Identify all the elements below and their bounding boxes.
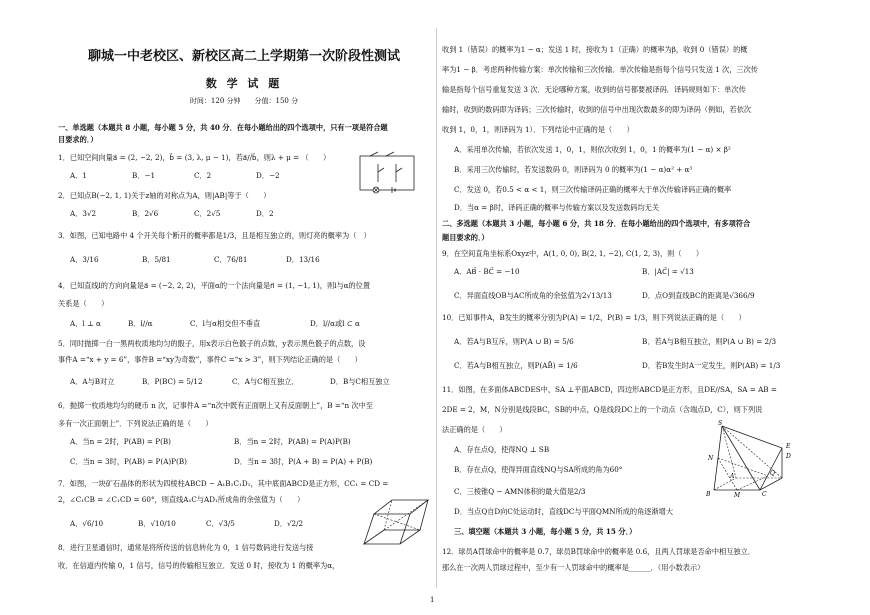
question-7: 7．如图，一块矿石晶体的形状为四棱柱ABCD − A₁B₁C₁D₁，其中底面ABCD是正方形，CC₁ = CD = bbox=[58, 479, 389, 488]
label-q: Q bbox=[770, 470, 775, 477]
question-8-text-2: 率为1 − β．考虑两种传输方案：单次传输和三次传输．单次传输是指每个信号只发送 1 次，三次传 bbox=[442, 65, 758, 74]
question-10-option-a: A．若A与B互斥，则P(A ∪ B) = 5/6 bbox=[454, 337, 574, 346]
label-n: N bbox=[708, 455, 714, 462]
question-7-options bbox=[70, 518, 360, 529]
question-5-cont: 事件A =“x + y = 6”，事件B =“xy为奇数”，事件C =“x > 3”，则下列结论正确的是（ ） bbox=[58, 355, 362, 364]
option: D．2 bbox=[256, 209, 274, 218]
section-1-heading-cont: 目要求的．） bbox=[58, 135, 98, 144]
question-6-option-a: A．当n = 2时，P(AB) = P(B) bbox=[70, 437, 171, 446]
option: B．P(BC) = 5/12 bbox=[142, 377, 203, 386]
option: A．√6/10 bbox=[70, 519, 104, 528]
question-8-text-5: 收到 1，0，1，则译码为 1）．下列结论中正确的是（ ） bbox=[442, 125, 634, 134]
question-8-option-a: A．采用单次传输，若依次发送 1，0，1，则依次收到 1，0，1 的概率为(1 − α) × β² bbox=[454, 145, 731, 154]
section-3-heading: 三、填空题（本题共 3 小题，每小题 5 分，共 15 分．） bbox=[454, 527, 637, 536]
option: C．√3/5 bbox=[206, 519, 235, 528]
question-9: 9．在空间直角坐标系Oxyz中，A(1, 0, 0), B(2, 1, −2), C(1, 2, 3)，则（ ） bbox=[442, 249, 704, 258]
question-1-options bbox=[70, 170, 360, 181]
question-8-option-c: C．发送 0，若0.5 < α < 1，则三次传输译码正确的概率大于单次传输译码正确的概率 bbox=[454, 185, 732, 194]
option: B．l//α bbox=[128, 319, 153, 328]
label-d: D bbox=[786, 453, 791, 460]
question-3: 3．如图，已知电路中 4 个开关每个断开的概率都是1/3，且是相互独立的，则灯亮的概率为（ ） bbox=[58, 231, 371, 240]
option: A．1 bbox=[70, 171, 87, 180]
question-10: 10．已知事件A，B发生的概率分别为P(A) = 1/2，P(B) = 1/3，则下列说法正确的是（ ） bbox=[442, 313, 746, 322]
question-10-option-d: D．若B发生时A一定发生，则P(AB) = 1/3 bbox=[642, 361, 781, 370]
label-m: M bbox=[734, 492, 741, 498]
question-11-option-d: D．当点Q自D向C处运动时，直线DC与平面QMN所成的角逐渐增大 bbox=[454, 507, 674, 516]
question-11: 11．如图，在多面体ABCDES中，SA ⊥平面ABCD，四边形ABCD是正方形，且DE//SA，SA = AB = bbox=[442, 385, 777, 394]
option: D．l//α或l ⊂ α bbox=[310, 319, 360, 328]
option: A．l ⊥ α bbox=[70, 319, 101, 328]
subject-title: 数 学 试 题 bbox=[205, 77, 283, 90]
question-11-option-c: C．三棱锥Q − AMN体积的最大值是2/3 bbox=[454, 487, 586, 496]
question-8-text-3: 输是指每个信号重复发送 3 次．无论哪种方案，收到的信号都要被译码．译码规则如下：单次传 bbox=[442, 85, 746, 94]
question-6-cont: 多有一次正面朝上”．下列说法正确的是（ ） bbox=[58, 419, 213, 428]
right-column bbox=[442, 0, 847, 615]
option: B．5/81 bbox=[142, 255, 171, 264]
question-4: 4．已知直线l的方向向量是a⃗ = (−2, 2, 2)，平面α的一个法向量是n⃗ = (1, −1, 1)，则l与α的位置 bbox=[58, 281, 371, 290]
circuit-figure bbox=[356, 150, 418, 196]
label-s: S bbox=[718, 420, 723, 427]
label-b: B bbox=[706, 491, 711, 498]
question-4-options bbox=[70, 318, 430, 329]
label-a: A bbox=[730, 473, 735, 480]
question-8: 8．进行卫星通信时，通常是将所传送的信息转化为 0，1 信号数码进行发送与接 bbox=[58, 543, 314, 552]
question-8-option-b: B．采用三次传输时，若发送数码 0，则译码为 0 的概率为(1 − α)α² + α³ bbox=[454, 165, 693, 174]
question-8-cont: 收．在信道内传输 0，1 信号，信号的传输相互独立．发送 0 时，接收为 1 的概率为α， bbox=[58, 561, 340, 570]
option: B．2√6 bbox=[132, 209, 159, 218]
option: C．l与α相交但不垂直 bbox=[190, 319, 261, 328]
question-9-option-b: B．|AC⃗| = √13 bbox=[642, 267, 694, 276]
prism-figure bbox=[360, 496, 430, 554]
question-2: 2．已知点B(−2, 1, 1)关于z轴的对称点为A，则|AB|等于（ ） bbox=[58, 191, 271, 200]
section-2-heading: 二、多选题（本题共 3 小题，每小题 6 分，共 18 分．在每小题给出的四个选项中，有多项符合 bbox=[442, 219, 751, 228]
question-6-option-d: D．当n = 3时，P(A + B) = P(A) + P(B) bbox=[234, 457, 373, 466]
option: B．√10/10 bbox=[138, 519, 176, 528]
label-c: C bbox=[762, 491, 767, 498]
question-7-cont: 2，∠C₁CB = ∠C₁CD = 60°，则直线A₁C与AD₁所成角的余弦值为（ ） bbox=[58, 495, 305, 504]
question-9-option-d: D．点O到直线BC的距离是√366/9 bbox=[642, 291, 755, 300]
question-9-option-c: C．异面直线OB与AC所成角的余弦值为2√13/13 bbox=[454, 291, 612, 300]
option: B．−1 bbox=[132, 171, 156, 180]
question-8-option-d: D．当α = β时，译码正确的概率与传输方案以及发送数码均无关 bbox=[454, 203, 660, 212]
question-10-option-c: C．若A与B相互独立，则P(AB̄) = 1/6 bbox=[454, 361, 578, 370]
page-number: 1 bbox=[430, 596, 435, 604]
question-5-options bbox=[70, 376, 430, 387]
option: C．2 bbox=[194, 171, 212, 180]
option: D．13/16 bbox=[286, 255, 320, 264]
polyhedron-figure bbox=[700, 418, 800, 498]
question-11-option-b: B．存在点Q，使得异面直线NQ与SA所成的角为60° bbox=[454, 465, 623, 474]
option: D．√2/2 bbox=[274, 519, 304, 528]
question-9-option-a: A．AB⃗ · BC⃗ = −10 bbox=[454, 267, 520, 276]
option: A．A与B对立 bbox=[70, 377, 115, 386]
question-1: 1．已知空间向量a⃗ = (2, −2, 2)，b⃗ = (3, λ, μ − 1)，若a⃗//b⃗，则λ + μ = （ ） bbox=[58, 153, 331, 162]
option: D．−2 bbox=[256, 171, 280, 180]
exam-title: 聊城一中老校区、新校区高二上学期第一次阶段性测试 bbox=[87, 49, 400, 64]
option: C．A与C相互独立． bbox=[232, 377, 299, 386]
question-12-cont: 那么在一次两人罚球过程中，至少有一人罚球命中的概率是______．（用小数表示） bbox=[442, 563, 705, 572]
question-12: 12．球员A罚球命中的概率是 0.7，球员B罚球命中的概率是 0.6，且两人罚球是否命中相互独立． bbox=[442, 547, 755, 556]
question-2-options bbox=[70, 208, 360, 219]
option: D．B与C相互独立 bbox=[330, 377, 390, 386]
question-4-cont: 关系是（ ） bbox=[58, 299, 109, 308]
question-11-option-a: A．存在点Q，使得NQ ⊥ SB bbox=[454, 445, 550, 454]
question-6: 6．抛掷一枚质地均匀的硬币 n 次，记事件A =“n次中既有正面朝上又有反面朝上”，B =“n 次中至 bbox=[58, 401, 373, 410]
question-5: 5．同时抛掷一白一黑两枚质地均匀的骰子，用x表示白色骰子的点数，y表示黑色骰子的点数，设 bbox=[58, 339, 366, 348]
question-8-text-4: 输时，收到的数码即为译码；三次传输时，收到的信号中出现次数最多的即为译码（例如，若依次 bbox=[442, 105, 752, 114]
option: C．2√5 bbox=[194, 209, 221, 218]
left-column bbox=[58, 0, 430, 615]
question-10-option-b: B．若A与B相互独立，则P(A ∪ B) = 2/3 bbox=[642, 337, 777, 346]
section-2-heading-cont: 题目要求的．） bbox=[442, 233, 489, 242]
column-divider bbox=[436, 28, 437, 588]
question-3-options bbox=[70, 254, 390, 265]
question-8-text-1: 收到 1（错误）的概率为1 − α；发送 1 时，接收为 1（正确）的概率为β，收到 0（错误）的概 bbox=[442, 45, 748, 54]
question-11-cont: 2DE = 2，M，N分别是线段BC，SB的中点，Q是线段DC上的一个动点（含端点D，C），则下列说 bbox=[442, 405, 763, 414]
section-1-heading: 一、单选题（本题共 8 小题，每小题 5 分，共 40 分．在每小题给出的四个选项中，只有一项是符合题 bbox=[58, 123, 388, 132]
question-6-option-c: C．当n = 3时，P(AB) = P(A)P(B) bbox=[70, 457, 187, 466]
option: A．3/16 bbox=[70, 255, 99, 264]
question-11-cont-2: 法正确的是（ ） bbox=[442, 425, 507, 434]
label-e: E bbox=[786, 443, 791, 450]
option: C．76/81 bbox=[214, 255, 248, 264]
question-6-option-b: B．当n = 2时，P(AB) = P(A)P(B) bbox=[234, 437, 351, 446]
time-info: 时间：120 分钟 分值：150 分 bbox=[189, 97, 299, 105]
option: A．3√2 bbox=[70, 209, 97, 218]
